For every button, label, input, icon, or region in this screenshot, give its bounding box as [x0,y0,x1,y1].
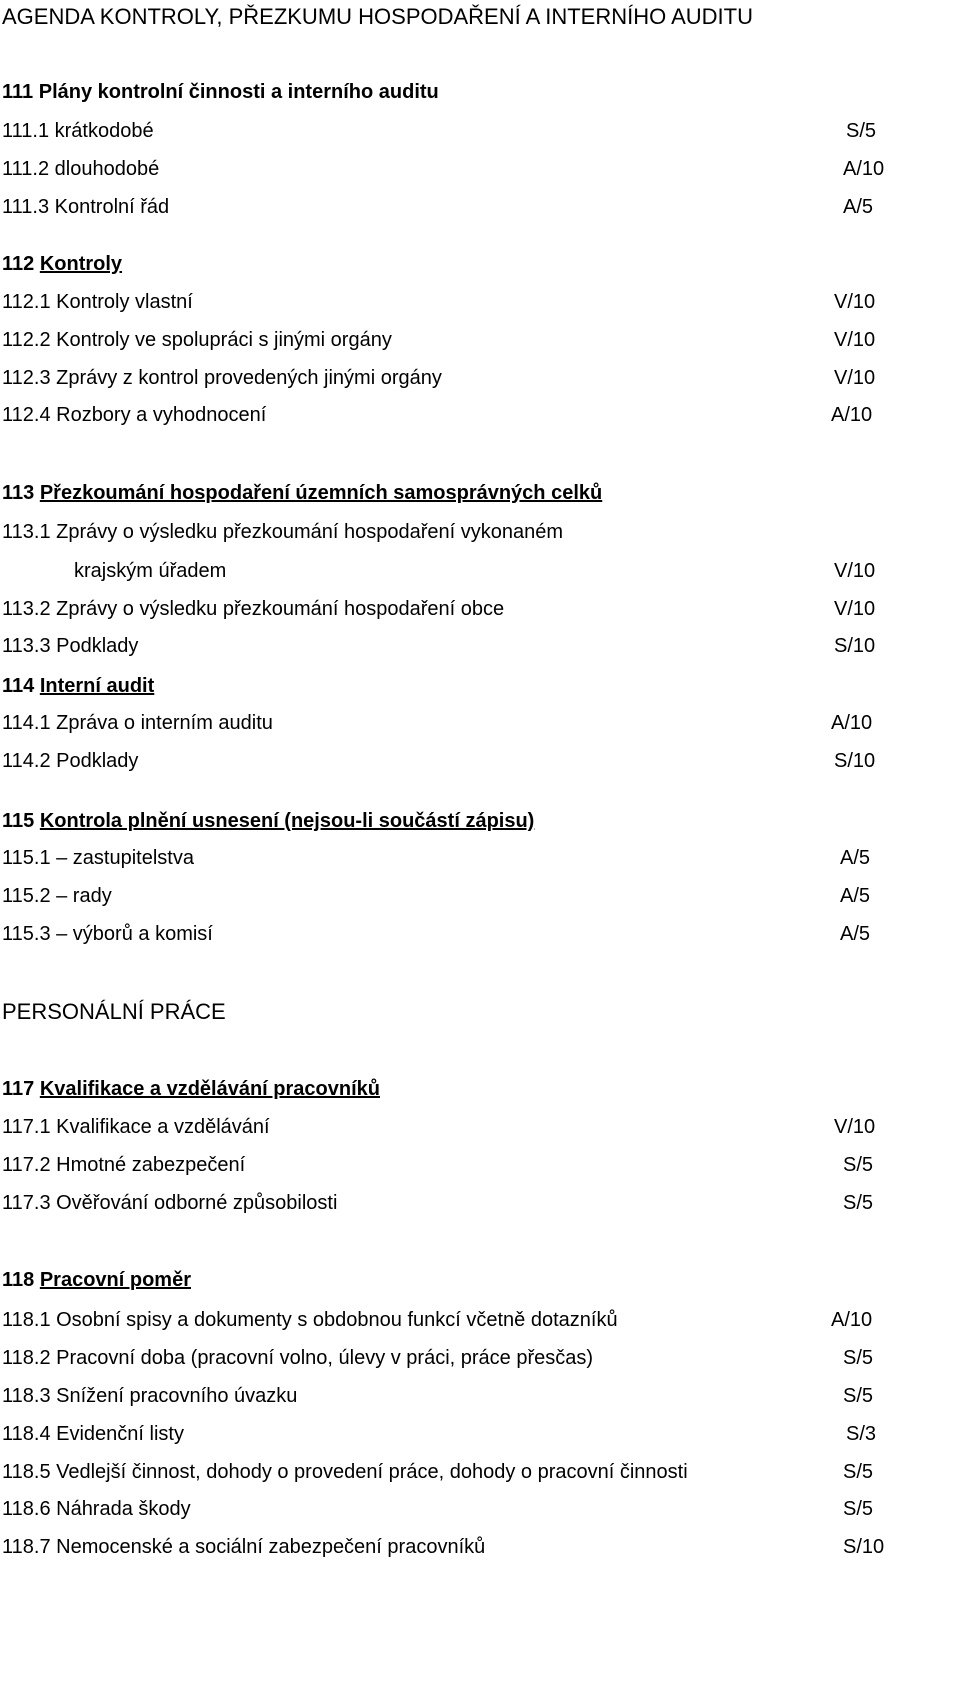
item-label: 118.2 Pracovní doba (pracovní volno, úlevy v práci, práce přesčas) [2,1347,594,1369]
section-title: Kvalifikace a vzdělávání pracovníků [39,1078,380,1100]
item-code: A/5 [840,847,871,869]
item-code: A/10 [831,712,873,734]
list-item [0,1537,960,1565]
item-code: V/10 [834,367,876,389]
item-code: S/3 [846,1423,877,1445]
list-item [0,121,960,149]
section-number: 115 [2,810,35,832]
list-item [0,1348,960,1376]
item-code: S/5 [846,120,877,142]
item-label: 118.1 Osobní spisy a dokumenty s obdobnou funkcí včetně dotazníků [2,1309,618,1331]
list-item [0,599,960,627]
item-label: 115.3 – výborů a komisí [2,923,213,945]
item-label: 113.3 Podklady [2,635,139,657]
document-title: AGENDA KONTROLY, PŘEZKUMU HOSPODAŘENÍ A INTERNÍHO AUDITU [2,4,753,29]
section-number: 111 [2,81,34,103]
list-item [0,1117,960,1145]
section-118-heading [2,1270,191,1290]
list-item [0,751,960,779]
section-title: Plány kontrolní činnosti a interního auditu [38,81,439,103]
list-item [0,848,960,876]
item-code: S/5 [843,1498,874,1520]
section-number: 112 [2,253,35,275]
item-label: 111.2 dlouhodobé [2,158,160,180]
list-item [0,1193,960,1221]
item-code: S/5 [843,1347,874,1369]
list-item [0,1310,960,1338]
list-item [0,561,960,589]
item-label: 118.7 Nemocenské a sociální zabezpečení pracovníků [2,1536,486,1558]
item-code: V/10 [834,329,876,351]
section-title: Interní audit [39,675,155,697]
list-item [0,405,960,433]
section-number: 114 [2,675,35,697]
list-item [0,522,960,550]
item-label: 111.3 Kontrolní řád [2,196,170,218]
item-label: 113.1 Zprávy o výsledku přezkoumání hospodaření vykonaném [2,521,564,543]
section-117-heading [2,1079,380,1099]
item-label: 118.6 Náhrada škody [2,1498,191,1520]
item-code: S/5 [843,1385,874,1407]
item-code: A/5 [840,885,871,907]
section-113-heading [2,483,602,503]
item-code: A/5 [840,923,871,945]
item-label: 111.1 krátkodobé [2,120,154,142]
item-label: 115.2 – rady [2,885,112,907]
item-label: 113.2 Zprávy o výsledku přezkoumání hospodaření obce [2,598,505,620]
item-code: A/5 [843,196,874,218]
item-label: 112.1 Kontroly vlastní [2,291,193,313]
item-code: S/10 [843,1536,885,1558]
list-item [0,368,960,396]
list-item [0,330,960,358]
item-label: 117.3 Ověřování odborné způsobilosti [2,1192,338,1214]
section-112-heading [2,254,122,274]
item-label: 117.2 Hmotné zabezpečení [2,1154,246,1176]
list-item [0,1386,960,1414]
item-label: 112.3 Zprávy z kontrol provedených jinými orgány [2,367,442,389]
section-115-heading [2,811,534,831]
section-title: Kontrola plnění usnesení (nejsou-li součástí zápisu) [39,810,535,832]
section-111-heading [2,82,439,102]
item-code: V/10 [834,1116,876,1138]
list-item [0,886,960,914]
list-item [0,1462,960,1490]
item-label: 118.4 Evidenční listy [2,1423,184,1445]
list-item [0,159,960,187]
item-code: S/10 [834,635,876,657]
section-title-personal: PERSONÁLNÍ PRÁCE [2,999,226,1024]
item-code: S/10 [834,750,876,772]
item-label: 112.4 Rozbory a vyhodnocení [2,404,267,426]
list-item [0,292,960,320]
section-number: 117 [2,1078,35,1100]
item-label: krajským úřadem [74,560,227,582]
section-114-heading [2,676,154,696]
section-title: Pracovní poměr [39,1269,191,1291]
section-number: 113 [2,482,35,504]
item-label: 115.1 – zastupitelstva [2,847,194,869]
item-code: A/10 [843,158,885,180]
list-item [0,1499,960,1527]
item-code: V/10 [834,598,876,620]
list-item [0,197,960,225]
item-code: A/10 [831,404,873,426]
item-label: 112.2 Kontroly ve spolupráci s jinými orgány [2,329,392,351]
item-label: 114.2 Podklady [2,750,139,772]
list-item [0,1424,960,1452]
section-title: Přezkoumání hospodaření územních samosprávných celků [39,482,603,504]
item-code: V/10 [834,291,876,313]
list-item [0,924,960,952]
list-item [0,713,960,741]
section-title: Kontroly [39,253,123,275]
item-label: 114.1 Zpráva o interním auditu [2,712,273,734]
item-code: S/5 [843,1192,874,1214]
item-label: 118.5 Vedlejší činnost, dohody o provedení práce, dohody o pracovní činnosti [2,1461,688,1483]
item-code: S/5 [843,1154,874,1176]
item-code: V/10 [834,560,876,582]
item-label: 117.1 Kvalifikace a vzdělávání [2,1116,270,1138]
item-code: S/5 [843,1461,874,1483]
list-item [0,636,960,664]
item-code: A/10 [831,1309,873,1331]
item-label: 118.3 Snížení pracovního úvazku [2,1385,298,1407]
list-item [0,1155,960,1183]
section-number: 118 [2,1269,35,1291]
